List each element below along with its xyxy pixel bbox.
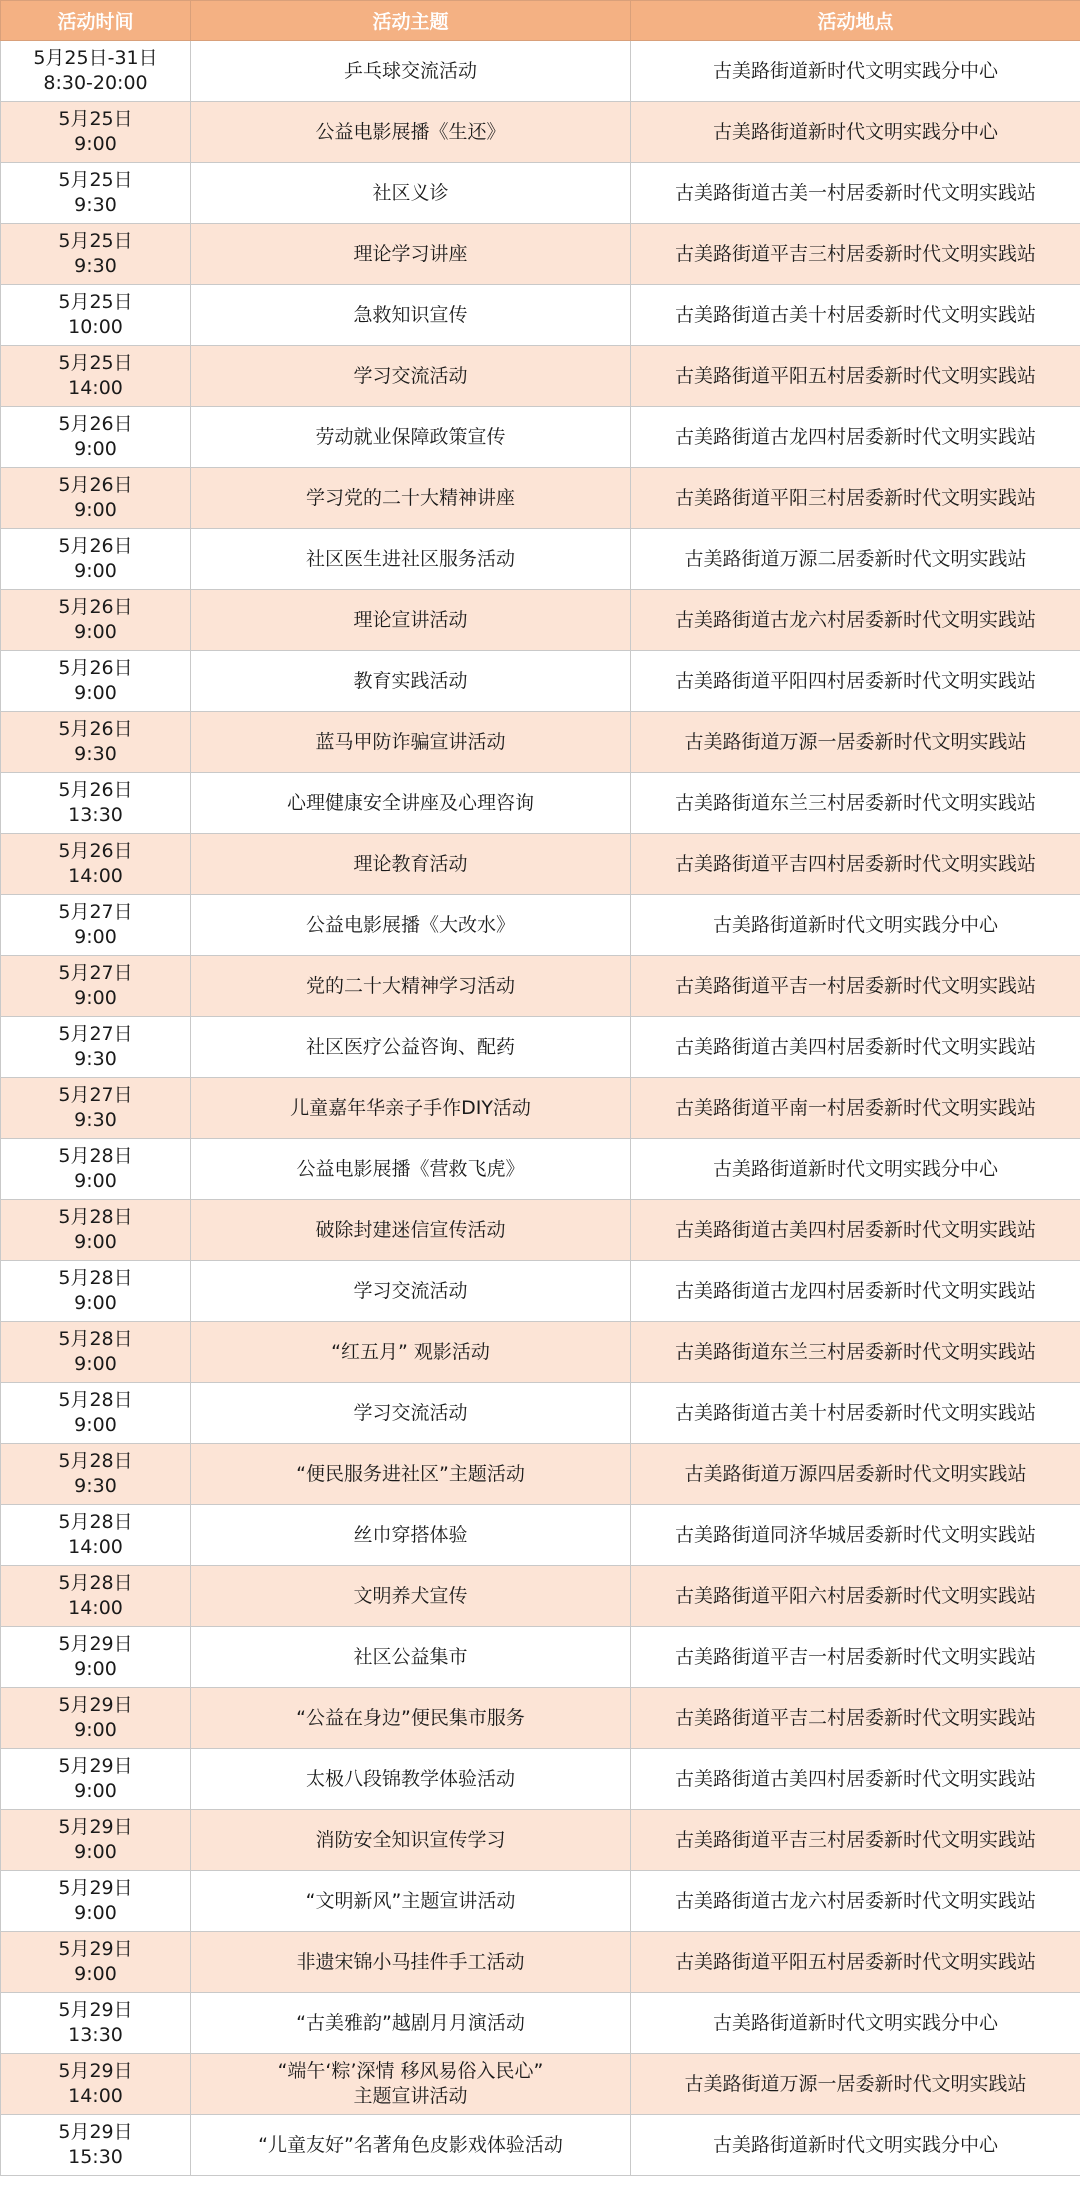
activity-topic-line2: 主题宣讲活动: [353, 2085, 468, 2107]
header-topic: 活动主题: [191, 1, 631, 41]
cell-topic: [191, 102, 631, 163]
cell-place: 古美路街道平阳三村居委新时代文明实践站: [631, 468, 1080, 529]
cell-place: 古美路街道平阳四村居委新时代文明实践站: [631, 651, 1080, 712]
activity-topic: 急救知识宣传: [353, 303, 468, 326]
activity-date: 5月25日: [58, 169, 133, 191]
cell-topic: [191, 1566, 631, 1627]
cell-time: [1, 529, 191, 590]
cell-time: [1, 407, 191, 468]
activity-time: 10:00: [68, 316, 123, 338]
activity-topic: 理论教育活动: [353, 852, 468, 875]
activity-topic: 党的二十大精神学习活动: [305, 974, 515, 997]
cell-place: 古美路街道万源四居委新时代文明实践站: [631, 1444, 1080, 1505]
table-row: [1, 1139, 1080, 1200]
activity-date: 5月29日: [58, 1816, 133, 1838]
cell-topic: [191, 346, 631, 407]
cell-place: 古美路街道古美十村居委新时代文明实践站: [631, 285, 1080, 346]
activity-topic: 消防安全知识宣传学习: [315, 1828, 506, 1851]
activity-topic: 劳动就业保障政策宣传: [315, 425, 506, 448]
cell-topic: [191, 224, 631, 285]
activity-topic: 理论学习讲座: [353, 242, 468, 265]
cell-time: [1, 712, 191, 773]
cell-topic: [191, 1810, 631, 1871]
cell-topic: [191, 163, 631, 224]
table-row: [1, 1871, 1080, 1932]
activity-time: 14:00: [68, 865, 123, 887]
table-row: [1, 407, 1080, 468]
cell-topic: [191, 468, 631, 529]
activity-date: 5月26日: [58, 657, 133, 679]
cell-time: [1, 1017, 191, 1078]
table-row: [1, 895, 1080, 956]
activity-date: 5月26日: [58, 779, 133, 801]
activity-topic: “端午‘粽’深情 移风易俗入民心”: [277, 2060, 544, 2082]
activity-topic: 蓝马甲防诈骗宣讲活动: [315, 730, 506, 753]
cell-time: [1, 1871, 191, 1932]
activity-topic: 社区义诊: [372, 181, 449, 204]
activity-date: 5月28日: [58, 1206, 133, 1228]
activity-date: 5月25日: [58, 352, 133, 374]
activity-date: 5月27日: [58, 1023, 133, 1045]
activity-date: 5月29日: [58, 1694, 133, 1716]
activity-time: 9:00: [74, 1414, 117, 1436]
cell-time: [1, 1444, 191, 1505]
cell-topic: [191, 1322, 631, 1383]
header-time: 活动时间: [1, 1, 191, 41]
activity-topic: 学习党的二十大精神讲座: [305, 486, 515, 509]
table-header-row: [1, 1, 1080, 41]
activity-time: 9:30: [74, 1475, 117, 1497]
activity-topic: 学习交流活动: [353, 364, 468, 387]
activity-date: 5月28日: [58, 1328, 133, 1350]
cell-time: [1, 41, 191, 102]
activity-time: 9:00: [74, 560, 117, 582]
cell-topic: [191, 590, 631, 651]
cell-topic: [191, 1871, 631, 1932]
cell-place: 古美路街道平吉一村居委新时代文明实践站: [631, 1627, 1080, 1688]
activity-date: 5月26日: [58, 535, 133, 557]
table-row: [1, 1932, 1080, 1993]
activity-topic: “文明新风”主题宣讲活动: [305, 1889, 516, 1912]
table-row: [1, 1383, 1080, 1444]
cell-time: [1, 773, 191, 834]
cell-place: 古美路街道古龙四村居委新时代文明实践站: [631, 1261, 1080, 1322]
cell-place: 古美路街道万源一居委新时代文明实践站: [631, 2054, 1080, 2115]
activity-time: 9:30: [74, 743, 117, 765]
cell-topic: [191, 1200, 631, 1261]
table-row: [1, 773, 1080, 834]
cell-topic: [191, 1444, 631, 1505]
cell-place: 古美路街道新时代文明实践分中心: [631, 1993, 1080, 2054]
activity-topic: 公益电影展播《营救飞虎》: [296, 1157, 525, 1180]
activity-topic: “红五月” 观影活动: [331, 1340, 490, 1363]
cell-time: [1, 285, 191, 346]
cell-topic: [191, 285, 631, 346]
activity-date: 5月28日: [58, 1511, 133, 1533]
cell-topic: [191, 1749, 631, 1810]
cell-topic: [191, 41, 631, 102]
cell-time: [1, 834, 191, 895]
cell-place: 古美路街道古龙六村居委新时代文明实践站: [631, 1871, 1080, 1932]
activity-time: 15:30: [68, 2146, 123, 2168]
table-row: [1, 1444, 1080, 1505]
cell-place: 古美路街道平南一村居委新时代文明实践站: [631, 1078, 1080, 1139]
cell-place: 古美路街道古美四村居委新时代文明实践站: [631, 1200, 1080, 1261]
activity-topic: 心理健康安全讲座及心理咨询: [286, 791, 534, 814]
activity-time: 9:00: [74, 1353, 117, 1375]
activity-topic: 学习交流活动: [353, 1279, 468, 1302]
cell-time: [1, 2054, 191, 2115]
activity-topic: “古美雅韵”越剧月月演活动: [296, 2011, 525, 2034]
activity-time: 9:00: [74, 438, 117, 460]
cell-time: [1, 1566, 191, 1627]
activity-topic: 破除封建迷信宣传活动: [315, 1218, 506, 1241]
cell-place: 古美路街道平阳六村居委新时代文明实践站: [631, 1566, 1080, 1627]
table-row: [1, 956, 1080, 1017]
table-row: [1, 1627, 1080, 1688]
cell-place: 古美路街道新时代文明实践分中心: [631, 895, 1080, 956]
cell-time: [1, 590, 191, 651]
activity-time: 14:00: [68, 377, 123, 399]
activity-time: 9:00: [74, 1902, 117, 1924]
cell-topic: [191, 1505, 631, 1566]
table-row: [1, 2054, 1080, 2115]
table-row: [1, 529, 1080, 590]
cell-time: [1, 1993, 191, 2054]
activity-date: 5月28日: [58, 1572, 133, 1594]
cell-place: 古美路街道平阳五村居委新时代文明实践站: [631, 1932, 1080, 1993]
cell-time: [1, 346, 191, 407]
activity-date: 5月27日: [58, 962, 133, 984]
cell-place: 古美路街道平阳五村居委新时代文明实践站: [631, 346, 1080, 407]
activity-topic: 公益电影展播《生还》: [315, 120, 506, 143]
table-row: [1, 1566, 1080, 1627]
activity-time: 9:00: [74, 1780, 117, 1802]
cell-time: [1, 895, 191, 956]
cell-topic: [191, 2054, 631, 2115]
cell-topic: [191, 1932, 631, 1993]
activity-date: 5月28日: [58, 1145, 133, 1167]
cell-place: 古美路街道新时代文明实践分中心: [631, 102, 1080, 163]
activity-topic: “便民服务进社区”主题活动: [296, 1462, 525, 1485]
cell-topic: [191, 956, 631, 1017]
cell-time: [1, 956, 191, 1017]
cell-topic: [191, 1078, 631, 1139]
activity-time: 14:00: [68, 2085, 123, 2107]
activity-topic: 文明养犬宣传: [353, 1584, 468, 1607]
table-row: [1, 590, 1080, 651]
cell-place: 古美路街道万源二居委新时代文明实践站: [631, 529, 1080, 590]
cell-time: [1, 1810, 191, 1871]
table-row: [1, 346, 1080, 407]
cell-place: 古美路街道平吉四村居委新时代文明实践站: [631, 834, 1080, 895]
activity-date: 5月25日: [58, 291, 133, 313]
activity-time: 9:00: [74, 1170, 117, 1192]
cell-topic: [191, 895, 631, 956]
cell-time: [1, 2115, 191, 2176]
activity-time: 9:00: [74, 621, 117, 643]
activity-date: 5月28日: [58, 1389, 133, 1411]
activity-time: 13:30: [68, 804, 123, 826]
cell-time: [1, 1688, 191, 1749]
cell-time: [1, 1383, 191, 1444]
activity-time: 9:30: [74, 255, 117, 277]
activity-time: 9:00: [74, 1963, 117, 1985]
cell-place: 古美路街道新时代文明实践分中心: [631, 2115, 1080, 2176]
cell-place: 古美路街道古龙四村居委新时代文明实践站: [631, 407, 1080, 468]
activity-date: 5月29日: [58, 1999, 133, 2021]
cell-topic: [191, 1261, 631, 1322]
cell-time: [1, 651, 191, 712]
cell-place: 古美路街道古美一村居委新时代文明实践站: [631, 163, 1080, 224]
activity-time: 9:30: [74, 1109, 117, 1131]
cell-time: [1, 102, 191, 163]
table-row: [1, 1749, 1080, 1810]
cell-topic: [191, 407, 631, 468]
table-row: [1, 1505, 1080, 1566]
cell-time: [1, 1322, 191, 1383]
cell-time: [1, 224, 191, 285]
cell-place: 古美路街道同济华城居委新时代文明实践站: [631, 1505, 1080, 1566]
table-row: [1, 1017, 1080, 1078]
activity-topic: 太极八段锦教学体验活动: [305, 1767, 515, 1790]
cell-time: [1, 1078, 191, 1139]
table-row: [1, 1993, 1080, 2054]
cell-place: 古美路街道东兰三村居委新时代文明实践站: [631, 773, 1080, 834]
activity-time: 9:00: [74, 1719, 117, 1741]
cell-time: [1, 1627, 191, 1688]
activity-topic: 儿童嘉年华亲子手作DIY活动: [290, 1096, 531, 1119]
table-row: [1, 712, 1080, 773]
activity-time: 9:00: [74, 1231, 117, 1253]
activity-topic: 乒乓球交流活动: [343, 59, 477, 82]
activity-date: 5月29日: [58, 1633, 133, 1655]
activity-date: 5月25日: [58, 230, 133, 252]
activity-topic: 社区公益集市: [353, 1645, 468, 1668]
activity-topic: 教育实践活动: [353, 669, 468, 692]
cell-topic: [191, 1383, 631, 1444]
activity-time: 9:00: [74, 1292, 117, 1314]
activity-time: 9:00: [74, 1841, 117, 1863]
table-row: [1, 1688, 1080, 1749]
cell-topic: [191, 1627, 631, 1688]
activity-date: 5月26日: [58, 718, 133, 740]
activity-topic: 社区医生进社区服务活动: [305, 547, 515, 570]
table-row: [1, 1261, 1080, 1322]
activity-time: 8:30-20:00: [43, 72, 148, 94]
table-row: [1, 163, 1080, 224]
activity-date: 5月29日: [58, 1877, 133, 1899]
cell-time: [1, 1261, 191, 1322]
activity-time: 9:00: [74, 133, 117, 155]
activity-topic: “儿童友好”名著角色皮影戏体验活动: [258, 2133, 563, 2156]
activity-time: 9:30: [74, 1048, 117, 1070]
cell-time: [1, 1200, 191, 1261]
cell-topic: [191, 1017, 631, 1078]
table-row: [1, 41, 1080, 102]
activity-topic: 理论宣讲活动: [353, 608, 468, 631]
activity-date: 5月25日: [58, 108, 133, 130]
cell-topic: [191, 1688, 631, 1749]
activity-date: 5月29日: [58, 1755, 133, 1777]
activity-topic: 社区医疗公益咨询、配药: [305, 1035, 515, 1058]
cell-place: 古美路街道万源一居委新时代文明实践站: [631, 712, 1080, 773]
activity-time: 9:00: [74, 499, 117, 521]
activity-date: 5月27日: [58, 1084, 133, 1106]
cell-topic: [191, 2115, 631, 2176]
cell-place: 古美路街道古龙六村居委新时代文明实践站: [631, 590, 1080, 651]
table-row: [1, 102, 1080, 163]
activity-topic: “公益在身边”便民集市服务: [296, 1706, 525, 1729]
cell-time: [1, 1749, 191, 1810]
cell-topic: [191, 773, 631, 834]
cell-topic: [191, 834, 631, 895]
cell-place: 古美路街道平吉二村居委新时代文明实践站: [631, 1688, 1080, 1749]
table-body: [1, 41, 1080, 2176]
cell-time: [1, 1505, 191, 1566]
cell-place: 古美路街道古美四村居委新时代文明实践站: [631, 1749, 1080, 1810]
cell-place: 古美路街道平吉一村居委新时代文明实践站: [631, 956, 1080, 1017]
activity-date: 5月29日: [58, 2060, 133, 2082]
cell-time: [1, 468, 191, 529]
activity-time: 9:00: [74, 682, 117, 704]
cell-place: 古美路街道古美四村居委新时代文明实践站: [631, 1017, 1080, 1078]
table-row: [1, 834, 1080, 895]
table-row: [1, 468, 1080, 529]
activity-time: 9:30: [74, 194, 117, 216]
activity-date: 5月25日-31日: [33, 47, 158, 69]
header-place: 活动地点: [631, 1, 1080, 41]
activity-time: 9:00: [74, 1658, 117, 1680]
cell-place: 古美路街道古美十村居委新时代文明实践站: [631, 1383, 1080, 1444]
cell-place: 古美路街道新时代文明实践分中心: [631, 1139, 1080, 1200]
table-row: [1, 224, 1080, 285]
activity-time: 14:00: [68, 1597, 123, 1619]
activity-time: 14:00: [68, 1536, 123, 1558]
cell-place: 古美路街道新时代文明实践分中心: [631, 41, 1080, 102]
activity-date: 5月28日: [58, 1450, 133, 1472]
table-row: [1, 1200, 1080, 1261]
activity-date: 5月26日: [58, 474, 133, 496]
cell-place: 古美路街道东兰三村居委新时代文明实践站: [631, 1322, 1080, 1383]
table-row: [1, 1078, 1080, 1139]
cell-time: [1, 163, 191, 224]
activity-date: 5月26日: [58, 596, 133, 618]
activity-topic: 学习交流活动: [353, 1401, 468, 1424]
cell-topic: [191, 712, 631, 773]
cell-place: 古美路街道平吉三村居委新时代文明实践站: [631, 1810, 1080, 1871]
table-row: [1, 1810, 1080, 1871]
activity-topic: 非遗宋锦小马挂件手工活动: [296, 1950, 525, 1973]
activity-time: 9:00: [74, 926, 117, 948]
table-row: [1, 1322, 1080, 1383]
table-row: [1, 2115, 1080, 2176]
activity-time: 9:00: [74, 987, 117, 1009]
cell-time: [1, 1139, 191, 1200]
activity-date: 5月26日: [58, 413, 133, 435]
activity-date: 5月29日: [58, 1938, 133, 1960]
cell-topic: [191, 1139, 631, 1200]
activity-date: 5月29日: [58, 2121, 133, 2143]
activity-date: 5月28日: [58, 1267, 133, 1289]
activity-topic: 公益电影展播《大改水》: [305, 913, 515, 936]
cell-time: [1, 1932, 191, 1993]
activity-date: 5月27日: [58, 901, 133, 923]
table-row: [1, 651, 1080, 712]
activity-time: 13:30: [68, 2024, 123, 2046]
cell-topic: [191, 1993, 631, 2054]
cell-place: 古美路街道平吉三村居委新时代文明实践站: [631, 224, 1080, 285]
cell-topic: [191, 529, 631, 590]
cell-topic: [191, 651, 631, 712]
table-row: [1, 285, 1080, 346]
activity-date: 5月26日: [58, 840, 133, 862]
activity-topic: 丝巾穿搭体验: [353, 1523, 468, 1546]
